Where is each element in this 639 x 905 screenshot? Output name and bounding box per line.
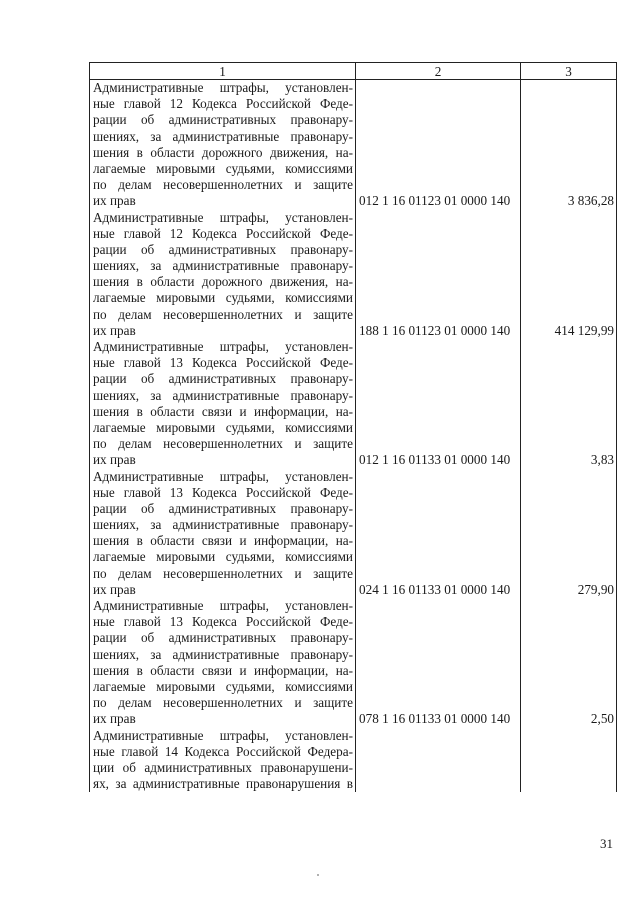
table-body	[90, 80, 617, 793]
description-line: ные главой 13 Кодекса Российской Феде-	[93, 484, 353, 500]
description-line: лагаемые мировыми судьями, комиссиями	[93, 679, 353, 694]
row-description	[90, 469, 356, 599]
row-amount	[521, 728, 617, 793]
description-line: лагаемые мировыми судьями, комиссиями	[93, 419, 353, 435]
table-row	[90, 80, 617, 210]
row-code: 024 1 16 01133 01 0000 140	[356, 469, 521, 599]
description-line: их прав	[93, 452, 136, 468]
row-amount: 2,50	[521, 598, 617, 728]
description-line: шения в области связи и информации, на-	[93, 533, 353, 549]
header-row	[90, 63, 617, 80]
row-amount: 414 129,99	[521, 210, 617, 340]
row-description	[90, 339, 356, 469]
description-line: по делам несовершеннолетних и защите	[93, 565, 353, 581]
row-description	[90, 80, 356, 210]
description-line: Административные штрафы, установлен-	[93, 727, 353, 743]
row-description	[90, 728, 356, 793]
description-line: их прав	[93, 581, 136, 597]
description-line: по делам несовершеннолетних и защите	[93, 436, 353, 452]
description-line: ные главой 13 Кодекса Российской Феде-	[93, 614, 353, 630]
row-description	[90, 210, 356, 340]
description-line: Административные штрафы, установлен-	[93, 339, 353, 355]
description-line: шениях, за административные правонару-	[93, 517, 353, 533]
description-line: рации об административных правонару-	[93, 630, 353, 646]
description-line: по делам несовершеннолетних и защите	[93, 695, 353, 711]
row-description	[90, 598, 356, 728]
description-line: Административные штрафы, установлен-	[93, 468, 353, 484]
table-row	[90, 598, 617, 728]
description-line: их прав	[93, 193, 136, 209]
description-line: шения в области связи и информации, на-	[93, 403, 353, 419]
description-line: ные главой 12 Кодекса Российской Феде-	[93, 225, 353, 241]
description-line: их прав	[93, 711, 136, 727]
column-header-2: 2	[356, 63, 521, 80]
description-line: ные главой 14 Кодекса Российской Федера-	[93, 743, 353, 759]
description-line: Административные штрафы, установлен-	[93, 598, 353, 614]
description-line: шениях, за административные правонару-	[93, 387, 353, 403]
column-header-3: 3	[521, 63, 617, 80]
description-line: рации об административных правонару-	[93, 371, 353, 387]
description-line: ные главой 13 Кодекса Российской Феде-	[93, 355, 353, 371]
row-code	[356, 728, 521, 793]
description-line: шениях, за административные правонару-	[93, 128, 353, 144]
description-line: рации об административных правонару-	[93, 500, 353, 516]
description-line: рации об административных правонару-	[93, 112, 353, 128]
table-row	[90, 339, 617, 469]
description-line: Административные штрафы, установлен-	[93, 80, 353, 95]
row-code: 012 1 16 01133 01 0000 140	[356, 339, 521, 469]
description-line: лагаемые мировыми судьями, комиссиями	[93, 160, 353, 176]
row-amount: 3 836,28	[521, 80, 617, 210]
description-line: лагаемые мировыми судьями, комиссиями	[93, 290, 353, 306]
page-number: 31	[600, 836, 613, 851]
description-line: по делам несовершеннолетних и защите	[93, 306, 353, 322]
description-line: лагаемые мировыми судьями, комиссиями	[93, 549, 353, 565]
column-header-1: 1	[90, 63, 356, 80]
description-line: их прав	[93, 322, 136, 338]
table-row	[90, 210, 617, 340]
row-code: 012 1 16 01123 01 0000 140	[356, 80, 521, 210]
description-line: ные главой 12 Кодекса Российской Феде-	[93, 96, 353, 112]
row-amount: 3,83	[521, 339, 617, 469]
description-line: шения в области связи и информации, на-	[93, 662, 353, 678]
row-amount: 279,90	[521, 469, 617, 599]
description-line: по делам несовершеннолетних и защите	[93, 177, 353, 193]
description-line: ях, за административные правонарушения в	[93, 776, 353, 792]
description-line: шениях, за административные правонару-	[93, 258, 353, 274]
row-code: 078 1 16 01133 01 0000 140	[356, 598, 521, 728]
table-row	[90, 469, 617, 599]
row-code: 188 1 16 01123 01 0000 140	[356, 210, 521, 340]
description-line: шениях, за административные правонару-	[93, 646, 353, 662]
budget-table	[89, 62, 617, 792]
description-line: шения в области дорожного движения, на-	[93, 144, 353, 160]
description-line: ции об административных правонарушени-	[93, 759, 353, 775]
description-line: Административные штрафы, установлен-	[93, 209, 353, 225]
table-row	[90, 728, 617, 793]
description-line: шения в области дорожного движения, на-	[93, 274, 353, 290]
description-line: рации об административных правонару-	[93, 241, 353, 257]
scan-speck	[317, 874, 319, 876]
